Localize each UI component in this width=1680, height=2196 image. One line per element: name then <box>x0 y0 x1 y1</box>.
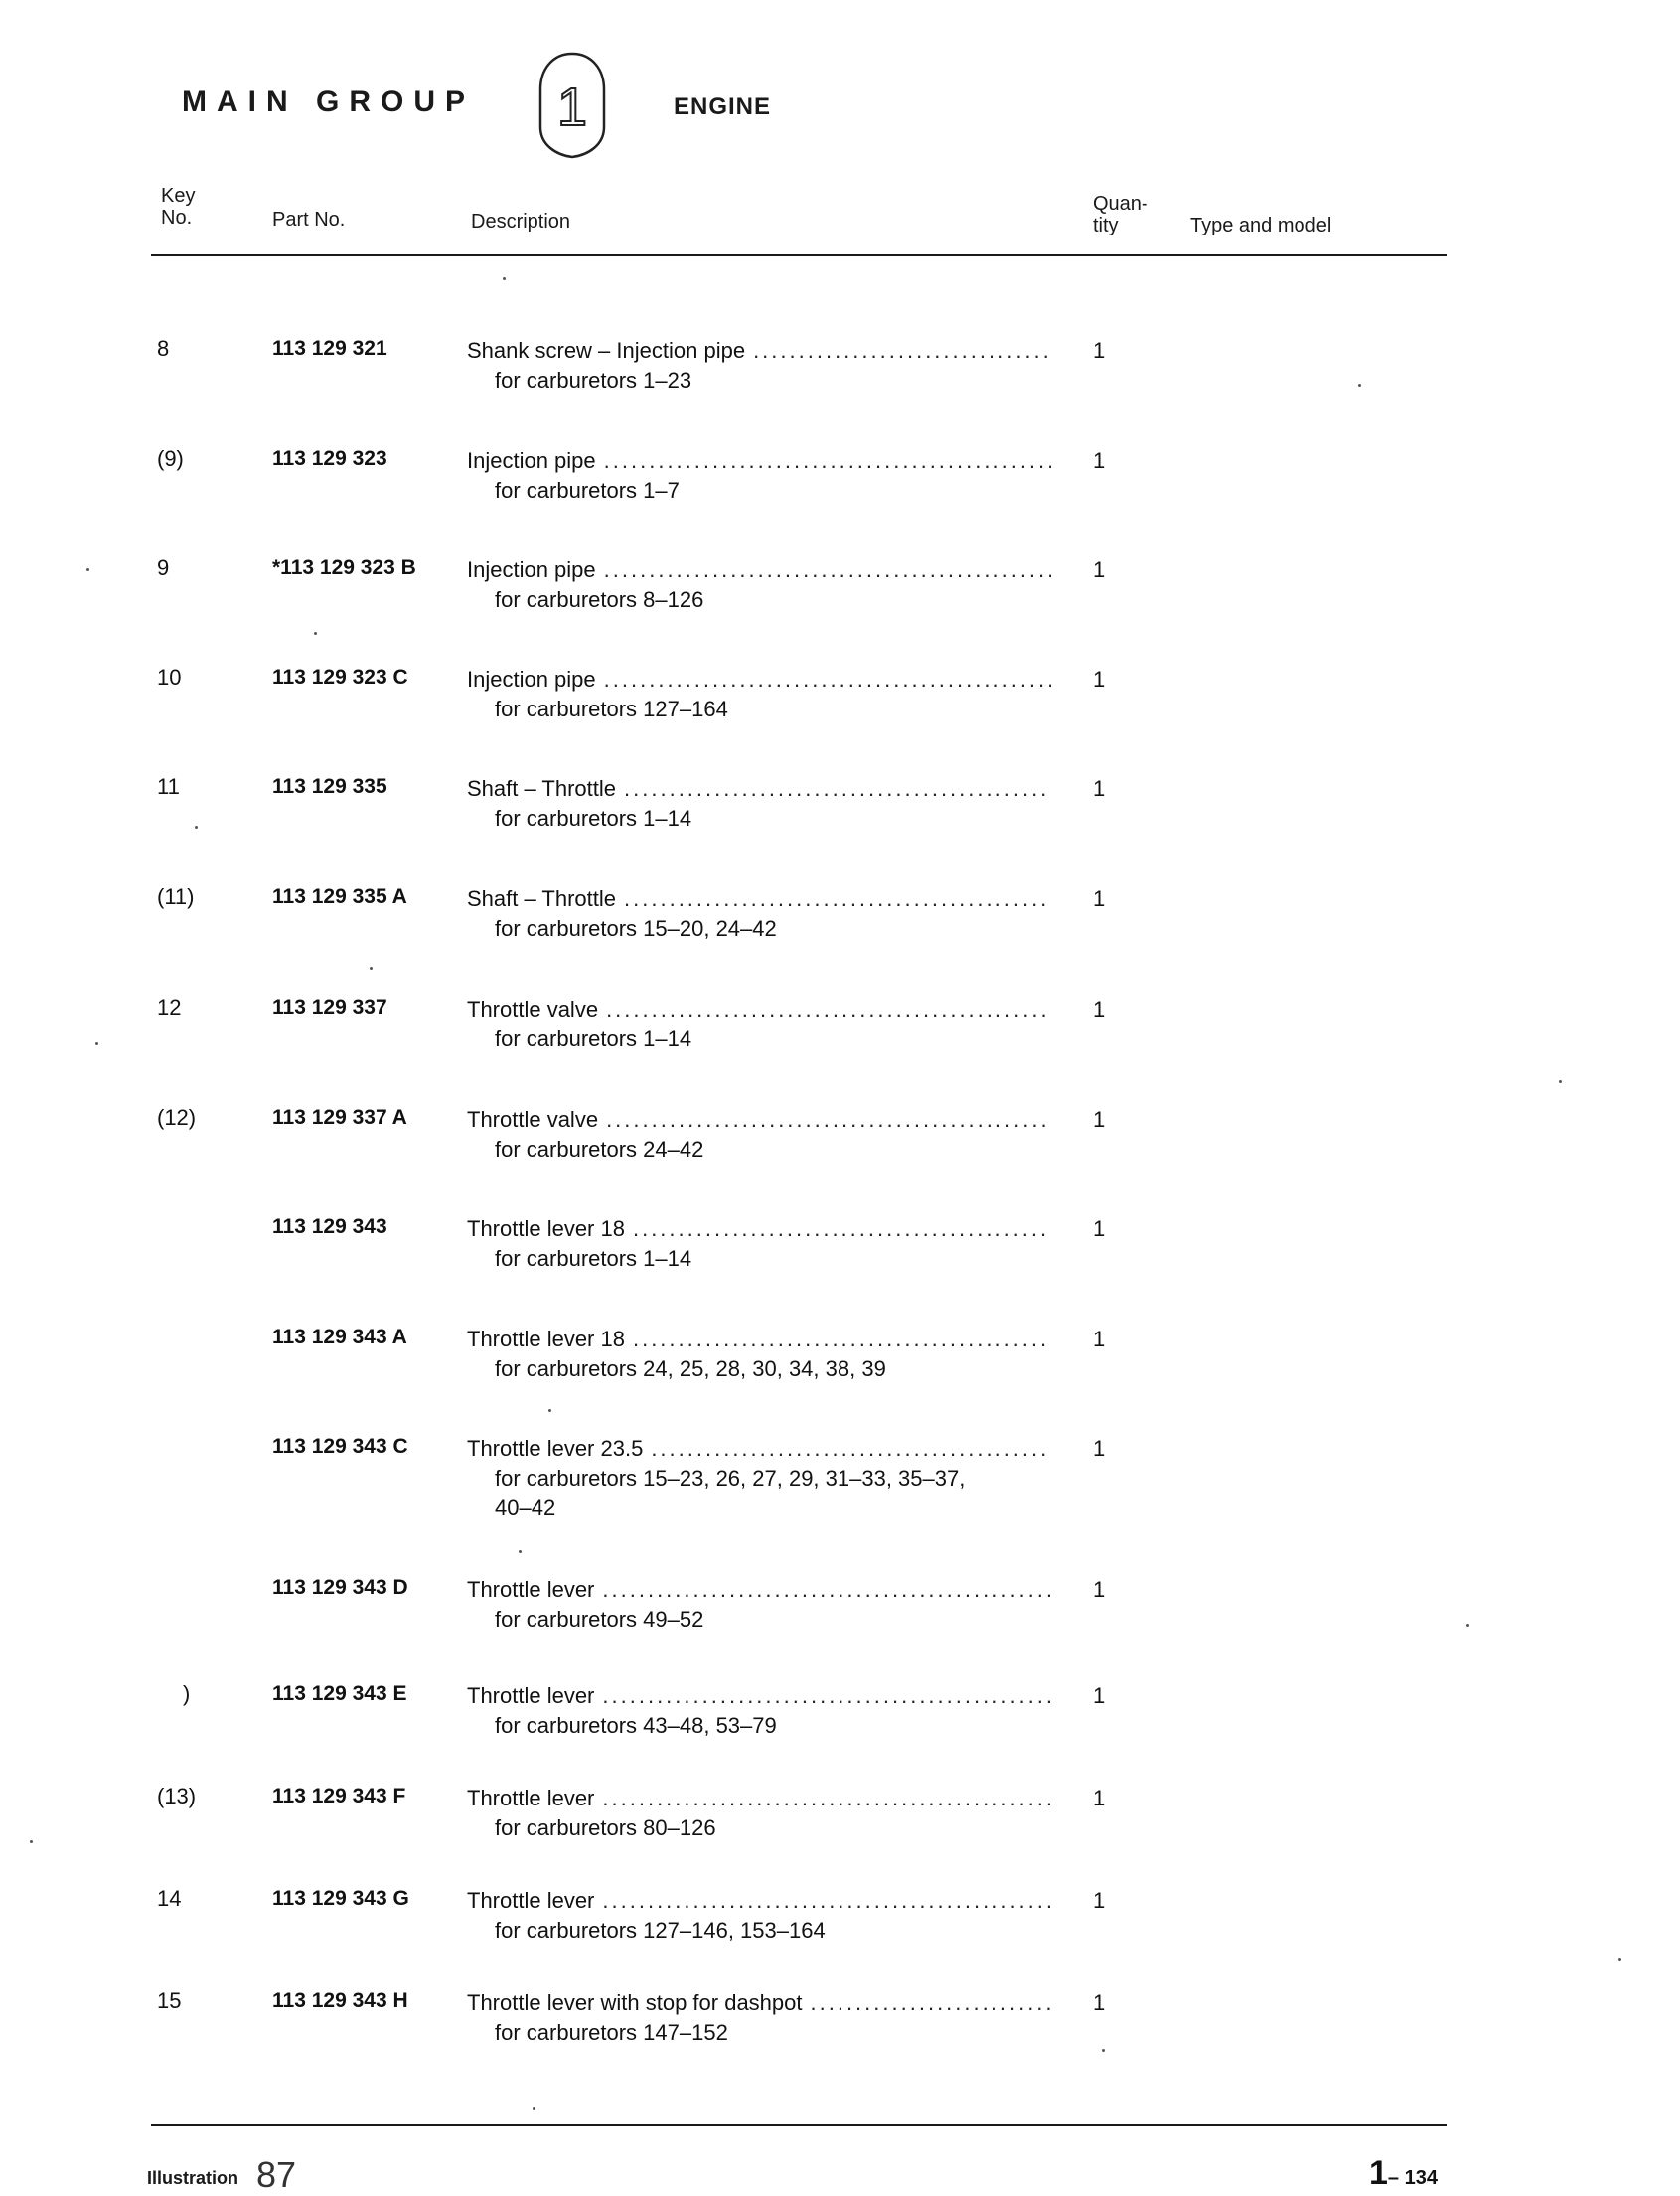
key-no: 9 <box>157 555 170 580</box>
key-no: 14 <box>157 1886 182 1911</box>
description-detail: for carburetors 8–126 <box>495 587 704 612</box>
key-no: (13) <box>157 1784 197 1808</box>
quantity: 1 <box>1093 886 1106 911</box>
scan-speck <box>1102 2049 1105 2052</box>
group-number-badge <box>533 50 612 161</box>
quantity: 1 <box>1093 776 1106 801</box>
description: Throttle lever ..... <box>467 1784 1051 1813</box>
key-no: (9) <box>157 446 184 471</box>
scan-speck <box>548 1409 551 1412</box>
scan-speck <box>195 826 198 829</box>
table-row <box>0 1782 1680 1861</box>
part-no: 113 129 335 <box>272 775 387 798</box>
description: Throttle lever 23.5 ..... <box>467 1434 1051 1464</box>
page-number-sub: – 134 <box>1387 2167 1438 2189</box>
quantity: 1 <box>1093 1683 1106 1708</box>
column-header-part-no: Part No. <box>272 209 346 231</box>
description-detail <box>495 1464 1071 1523</box>
scan-speck <box>533 2107 535 2110</box>
part-no: 113 129 343 <box>272 1215 387 1238</box>
quantity: 1 <box>1093 1216 1106 1241</box>
key-no: (12) <box>157 1105 197 1130</box>
description-detail: for carburetors 1–14 <box>495 806 692 831</box>
table-row <box>0 772 1680 852</box>
description-detail-line2: 40–42 <box>495 1495 556 1520</box>
table-row <box>0 1573 1680 1652</box>
description-detail: for carburetors 127–164 <box>495 697 728 721</box>
table-row <box>0 1212 1680 1292</box>
quantity: 1 <box>1093 1327 1106 1351</box>
quantity: 1 <box>1093 1990 1106 2015</box>
description-detail-line1: for carburetors 15–23, 26, 27, 29, 31–33, 35–37, <box>495 1466 966 1490</box>
description-detail: for carburetors 127–146, 153–164 <box>495 1918 826 1943</box>
description-detail: for carburetors 1–14 <box>495 1026 692 1051</box>
description-detail: for carburetors 1–7 <box>495 478 680 503</box>
quantity: 1 <box>1093 448 1106 473</box>
scan-speck <box>1618 1958 1621 1961</box>
description-detail: for carburetors 147–152 <box>495 2020 728 2045</box>
part-no: 113 129 343 F <box>272 1785 406 1807</box>
table-row <box>0 993 1680 1072</box>
column-header-quantity <box>1093 193 1148 236</box>
description: Shaft – Throttle ..... <box>467 774 1051 804</box>
footer-divider <box>151 2124 1447 2126</box>
key-no: 10 <box>157 665 182 690</box>
description: Throttle lever ..... <box>467 1681 1051 1711</box>
quantity: 1 <box>1093 997 1106 1021</box>
page-number <box>1369 2154 1438 2193</box>
illustration-number: 87 <box>256 2154 297 2195</box>
description-detail: for carburetors 80–126 <box>495 1815 716 1840</box>
table-row <box>0 882 1680 962</box>
description: Throttle lever ..... <box>467 1886 1051 1916</box>
table-row <box>0 553 1680 633</box>
description: Shaft – Throttle ..... <box>467 884 1051 914</box>
group-number: 1 <box>556 78 588 137</box>
part-no: 113 129 323 C <box>272 666 408 689</box>
description-detail: for carburetors 1–23 <box>495 368 692 392</box>
column-header-description: Description <box>471 211 571 233</box>
quantity: 1 <box>1093 667 1106 692</box>
description-detail: for carburetors 24–42 <box>495 1137 704 1162</box>
column-header-key-line2: No. <box>161 207 193 229</box>
table-row <box>0 1884 1680 1963</box>
column-header-quantity-line1: Quan- <box>1093 193 1148 215</box>
key-no: 15 <box>157 1988 182 2013</box>
column-header-quantity-line2: tity <box>1093 215 1119 236</box>
scan-speck <box>370 967 373 970</box>
part-no: 113 129 343 D <box>272 1576 408 1599</box>
key-no: ) <box>183 1681 191 1706</box>
key-no: (11) <box>157 884 195 909</box>
section-title: ENGINE <box>674 93 772 120</box>
scan-speck <box>1358 384 1361 387</box>
description: Throttle lever 18 ..... <box>467 1325 1051 1354</box>
part-no: 113 129 343 A <box>272 1326 407 1348</box>
description: Injection pipe ..... <box>467 555 1051 585</box>
scan-speck <box>519 1550 522 1553</box>
part-no: 113 129 343 C <box>272 1435 408 1458</box>
description: Throttle valve ..... <box>467 1105 1051 1135</box>
column-header-type-model: Type and model <box>1190 215 1332 236</box>
part-no: 113 129 343 H <box>272 1989 408 2012</box>
description-detail: for carburetors 15–20, 24–42 <box>495 916 777 941</box>
header-divider <box>151 254 1447 256</box>
quantity: 1 <box>1093 1888 1106 1913</box>
scan-speck <box>314 632 317 635</box>
scan-speck <box>1559 1080 1562 1083</box>
description: Injection pipe ..... <box>467 446 1051 476</box>
description-detail: for carburetors 24, 25, 28, 30, 34, 38, 39 <box>495 1356 886 1381</box>
quantity: 1 <box>1093 557 1106 582</box>
part-no: 113 129 335 A <box>272 885 407 908</box>
table-row <box>0 1986 1680 2066</box>
illustration-label: Illustration <box>147 2168 239 2188</box>
part-no: *113 129 323 B <box>272 556 416 579</box>
page-number-main: 1 <box>1369 2154 1388 2192</box>
table-row <box>0 1432 1680 1520</box>
key-no: 12 <box>157 995 182 1020</box>
description-detail: for carburetors 49–52 <box>495 1607 704 1632</box>
part-no: 113 129 337 A <box>272 1106 407 1129</box>
table-row <box>0 334 1680 413</box>
description: Throttle lever ..... <box>467 1575 1051 1605</box>
quantity: 1 <box>1093 1107 1106 1132</box>
scan-speck <box>95 1042 98 1045</box>
scan-speck <box>1466 1624 1469 1627</box>
part-no: 113 129 343 G <box>272 1887 409 1910</box>
column-header-key-line1: Key <box>161 185 196 207</box>
table-row <box>0 1103 1680 1182</box>
key-no: 11 <box>157 774 180 799</box>
part-no: 113 129 321 <box>272 337 387 360</box>
scan-speck <box>30 1840 33 1843</box>
table-row <box>0 663 1680 742</box>
description-detail: for carburetors 1–14 <box>495 1246 692 1271</box>
description: Shank screw – Injection pipe ..... <box>467 336 1051 366</box>
part-no: 113 129 343 E <box>272 1682 407 1705</box>
scan-speck <box>86 568 89 571</box>
description: Throttle valve ..... <box>467 995 1051 1024</box>
table-row <box>0 444 1680 524</box>
quantity: 1 <box>1093 1577 1106 1602</box>
part-no: 113 129 337 <box>272 996 387 1019</box>
quantity: 1 <box>1093 1786 1106 1810</box>
key-no: 8 <box>157 336 170 361</box>
description: Throttle lever 18 ..... <box>467 1214 1051 1244</box>
quantity: 1 <box>1093 1436 1106 1461</box>
description-detail: for carburetors 43–48, 53–79 <box>495 1713 777 1738</box>
column-header-key-no <box>161 185 195 229</box>
description: Injection pipe ..... <box>467 665 1051 695</box>
table-row <box>0 1679 1680 1759</box>
part-no: 113 129 323 <box>272 447 387 470</box>
quantity: 1 <box>1093 338 1106 363</box>
main-group-label: MAIN GROUP <box>182 85 475 118</box>
table-row <box>0 1323 1680 1402</box>
description: Throttle lever with stop for dashpot ..... <box>467 1988 1051 2018</box>
scan-speck <box>503 277 506 280</box>
